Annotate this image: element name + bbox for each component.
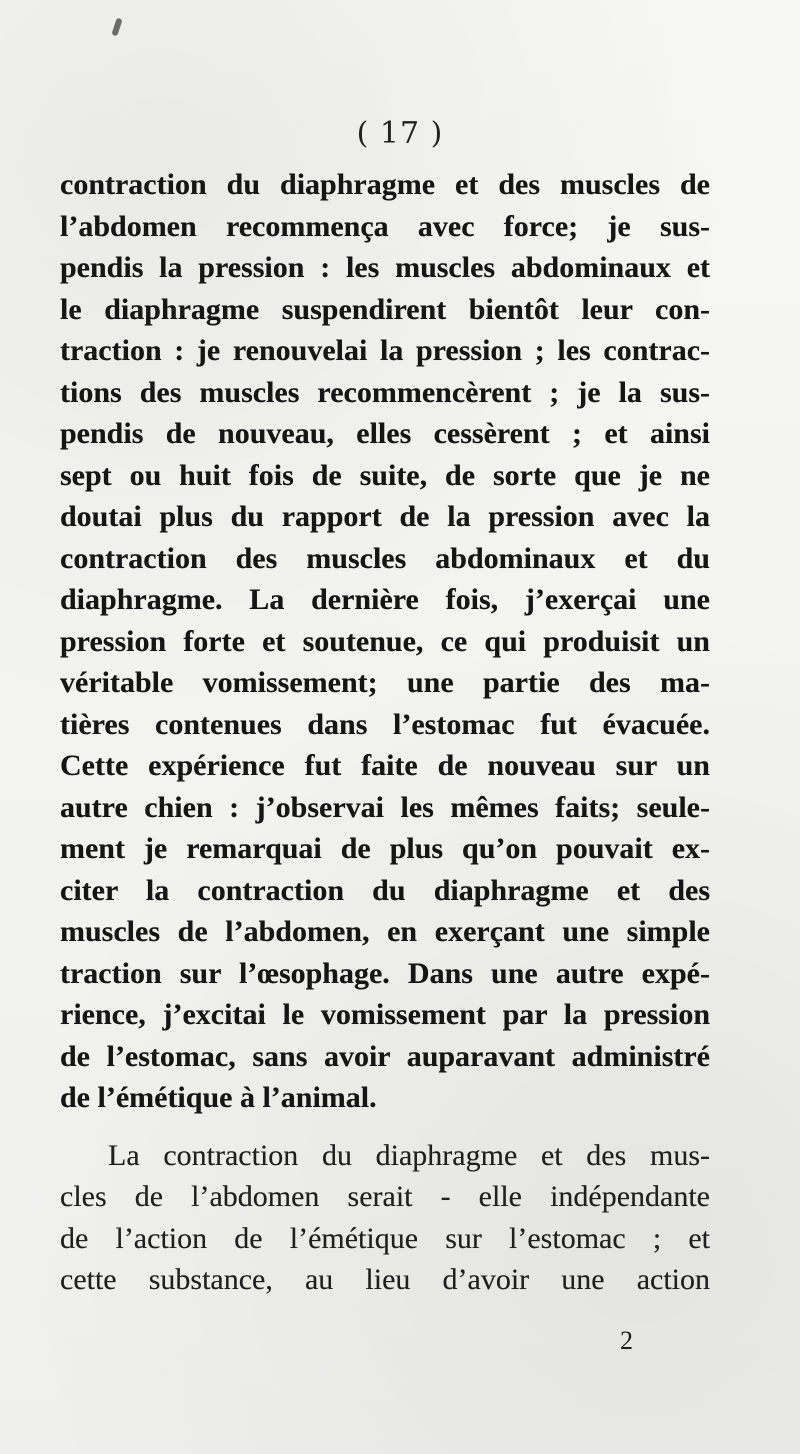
signature-mark: 2: [620, 1326, 633, 1355]
text-line: de l’action de l’émétique sur l’estomac ; et: [60, 1221, 710, 1255]
text-line: traction sur l’œsophage. Dans une autre expé-: [60, 956, 710, 990]
paragraph-2: [60, 1135, 710, 1301]
text-line: le diaphragme suspendirent bientôt leur con-: [60, 292, 710, 326]
text-line: diaphragme. La dernière fois, j’exerçai une: [60, 583, 710, 616]
text-line: contraction du diaphragme et des muscles de: [60, 168, 710, 201]
text-line: ment je remarquai de plus qu’on pouvait ex-: [60, 832, 710, 865]
text-line: Cette expérience fut faite de nouveau sur un: [60, 749, 710, 782]
text-line: de l’émétique à l’animal.: [60, 1081, 377, 1114]
text-line: doutai plus du rapport de la pression avec la: [60, 500, 710, 533]
text-line: pendis la pression : les muscles abdominaux et: [60, 251, 710, 284]
text-line: pendis de nouveau, elles cessèrent ; et ainsi: [60, 417, 710, 450]
paragraph-gap: [60, 1119, 710, 1135]
main-text: [60, 164, 710, 1301]
text-line: pression forte et soutenue, ce qui produisit un: [60, 624, 710, 658]
page-number: ( 17 ): [356, 116, 444, 151]
text-line: contraction des muscles abdominaux et du: [60, 541, 710, 575]
text-line: de l’estomac, sans avoir auparavant administré: [60, 1039, 710, 1073]
text-line: sept ou huit fois de suite, de sorte que je ne: [60, 458, 710, 492]
text-line: muscles de l’abdomen, en exerçant une simple: [60, 915, 710, 948]
paragraph-1: [60, 164, 710, 1119]
text-line: cles de l’abdomen serait - elle indépendante: [60, 1180, 710, 1213]
text-line: tières contenues dans l’estomac fut évacuée.: [60, 707, 710, 741]
text-line: tions des muscles recommencèrent ; je la sus-: [60, 375, 710, 409]
ink-mark: [111, 18, 122, 37]
text-line: l’abdomen recommença avec force; je sus-: [60, 209, 710, 243]
text-line: traction : je renouvelai la pression ; les contrac-: [60, 334, 710, 367]
text-line: cette substance, au lieu d’avoir une action: [60, 1263, 710, 1296]
text-line: véritable vomissement; une partie des ma-: [60, 666, 710, 699]
text-line: rience, j’excitai le vomissement par la pression: [60, 998, 710, 1031]
text-line: citer la contraction du diaphragme et des: [60, 873, 710, 907]
text-line: La contraction du diaphragme et des mus-: [108, 1138, 710, 1172]
text-line: autre chien : j’observai les mêmes faits; seule-: [60, 790, 710, 824]
